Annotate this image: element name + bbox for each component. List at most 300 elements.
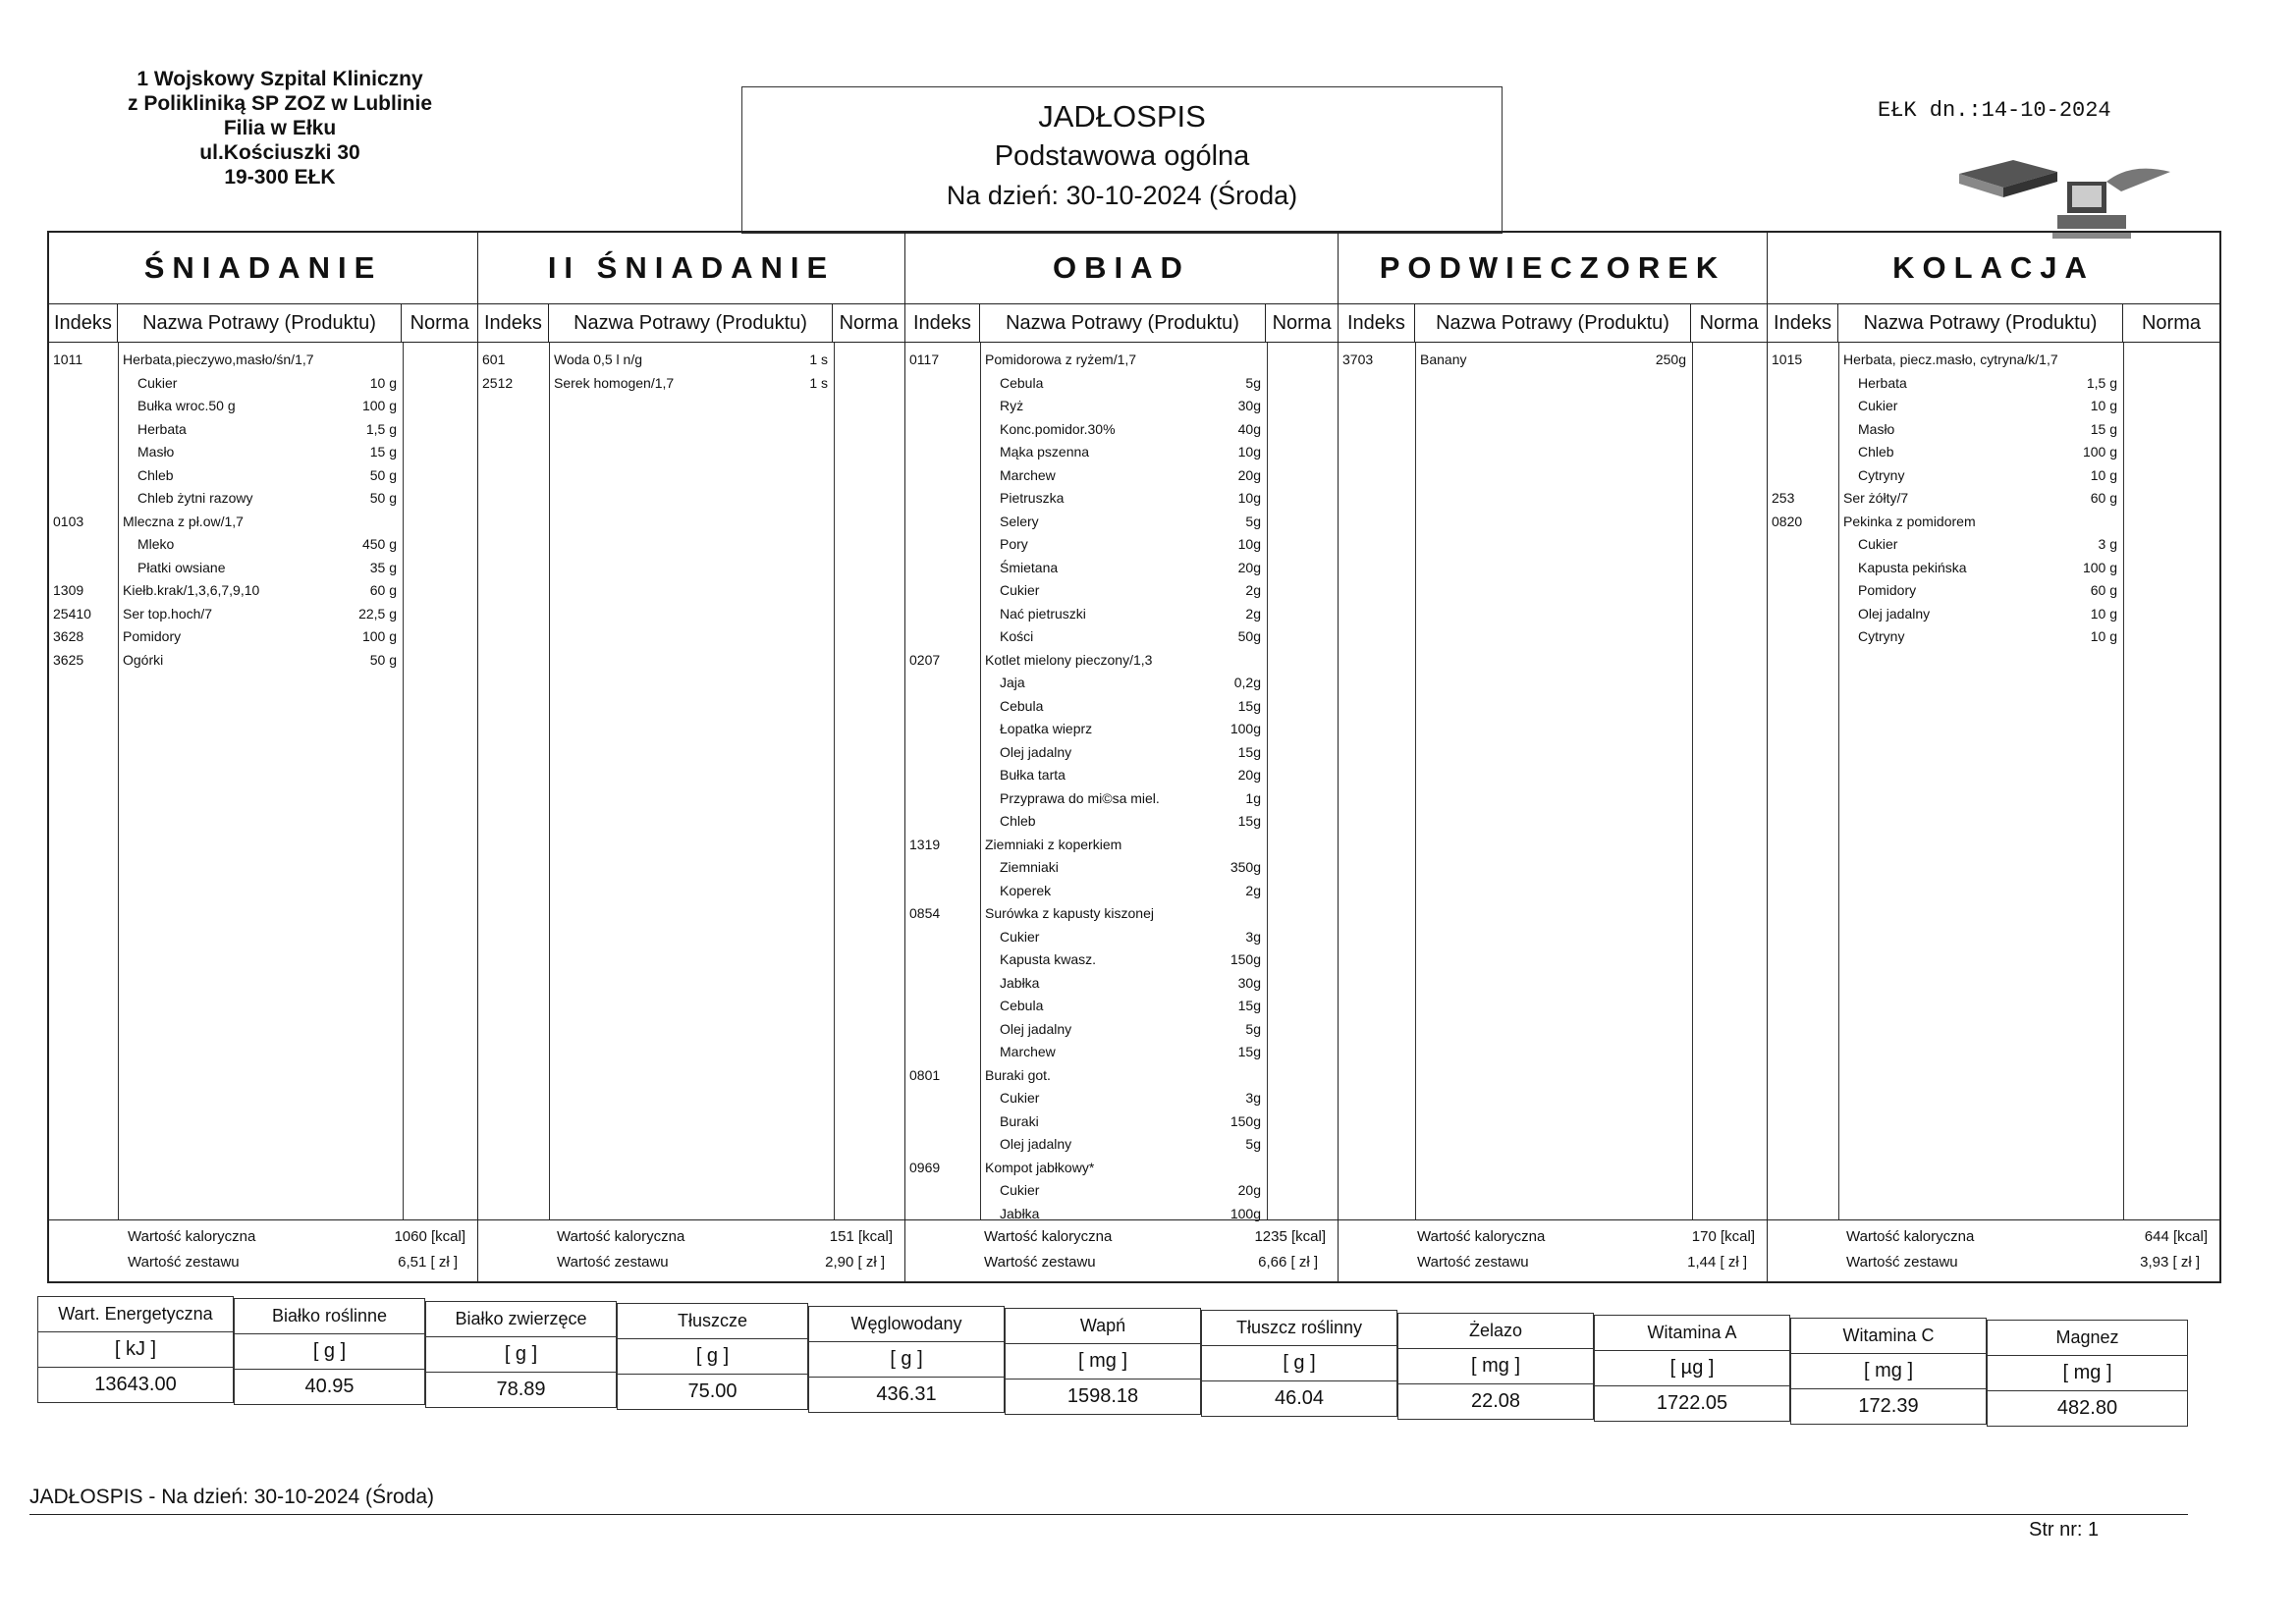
dish-row (49, 441, 477, 464)
dish-norm: 2g (1245, 882, 1261, 898)
ingredient-name: Cukier (1000, 928, 1040, 945)
nutrient-unit: [ g ] (426, 1337, 616, 1373)
kcal-label: Wartość kaloryczna (984, 1228, 1113, 1245)
dish-row (49, 464, 477, 488)
ingredient-name: Koperek (1000, 882, 1052, 898)
kcal-value: 1060 [kcal] (394, 1228, 465, 1245)
column-header-index: Indeks (1768, 304, 1838, 342)
menu-date: Na dzień: 30-10-2024 (Środa) (946, 181, 1298, 210)
dish-row (905, 672, 1338, 695)
nutrient-value: 172.39 (1858, 1394, 1919, 1417)
ingredient-name: Przyprawa do mi©sa miel. (1000, 789, 1160, 806)
dish-name: Kotlet mielony pieczony/1,3 (985, 651, 1153, 668)
dish-norm: 10 g (2090, 628, 2117, 644)
nutrient-value: 436.31 (876, 1382, 937, 1405)
nutrient-label: Białko roślinne (235, 1299, 424, 1334)
dish-norm: 22,5 g (358, 605, 397, 622)
ingredient-name: Chleb (1000, 813, 1036, 829)
dish-row (49, 625, 477, 649)
ingredient-name: Jabłka (1000, 1205, 1040, 1221)
meal-column (49, 233, 478, 1281)
ingredient-name: Herbata (137, 420, 187, 437)
footer-divider (29, 1514, 2188, 1515)
ingredient-name: Konc.pomidor.30% (1000, 420, 1116, 437)
ingredient-name: Cukier (1000, 1182, 1040, 1198)
nutrient-column (1397, 1313, 1594, 1420)
ingredient-name: Cukier (1858, 398, 1898, 413)
ingredient-name: Cebula (1000, 374, 1044, 391)
dish-row (905, 695, 1338, 719)
dish-index: 2512 (482, 374, 514, 391)
dish-index: 3625 (53, 651, 84, 668)
dish-norm: 50g (1237, 628, 1261, 644)
kcal-value: 644 [kcal] (2144, 1228, 2208, 1245)
dish-norm: 0,2g (1233, 675, 1261, 690)
nutrient-column (1594, 1315, 1790, 1422)
dish-norm: 100 g (361, 628, 397, 644)
nutrient-value: 46.04 (1274, 1387, 1325, 1410)
dish-row (1768, 579, 2219, 603)
kcal-label: Wartość kaloryczna (1846, 1228, 1975, 1245)
cost-value: 2,90 [ zł ] (825, 1254, 885, 1271)
dish-row (49, 395, 477, 418)
ingredient-name: Cukier (1858, 536, 1898, 552)
cost-label: Wartość zestawu (1846, 1254, 1958, 1271)
kcal-value: 151 [kcal] (829, 1228, 893, 1245)
meal-rows (49, 349, 477, 672)
ingredient-name: Olej jadalny (1000, 1020, 1072, 1037)
nutrient-value: 22.08 (1470, 1389, 1521, 1412)
column-header-norm: Norma (410, 311, 469, 334)
cost-value: 6,51 [ zł ] (398, 1254, 458, 1271)
dish-norm: 20g (1237, 1182, 1261, 1198)
nutrient-label: Żelazo (1398, 1314, 1593, 1349)
dish-row (1768, 349, 2219, 372)
dish-row (49, 557, 477, 580)
column-header-name: Nazwa Potrawy (Produktu) (549, 304, 833, 342)
dish-norm: 2g (1245, 605, 1261, 622)
meal-body (1768, 343, 2219, 1220)
dish-row (905, 1110, 1338, 1134)
column-header-index: Indeks (49, 304, 118, 342)
column-header-name: Nazwa Potrawy (Produktu) (1415, 304, 1691, 342)
dish-row (49, 579, 477, 603)
dish-row (905, 972, 1338, 996)
dish-norm: 350g (1230, 859, 1261, 875)
dish-norm: 250g (1655, 352, 1686, 367)
dish-row (1768, 441, 2219, 464)
dish-index: 0801 (909, 1066, 941, 1083)
meal-rows (1768, 349, 2219, 649)
dish-norm: 10g (1237, 444, 1261, 460)
dish-norm: 150g (1230, 1112, 1261, 1129)
dish-norm: 20g (1237, 767, 1261, 783)
dish-row (49, 511, 477, 534)
dish-norm: 10 g (2090, 398, 2117, 413)
cost-value: 3,93 [ zł ] (2140, 1254, 2200, 1271)
dish-norm: 15 g (2090, 420, 2117, 437)
title-box (741, 86, 1503, 234)
dish-norm: 5g (1245, 513, 1261, 529)
ingredient-name: Kapusta pekińska (1858, 559, 1967, 575)
column-header-row (905, 304, 1338, 343)
dish-norm: 450 g (361, 536, 397, 552)
nutrient-label: Tłuszcze (618, 1304, 807, 1339)
hospital-address (118, 67, 442, 189)
ingredient-name: Marchew (1000, 466, 1056, 483)
nutrient-unit: [ g ] (809, 1342, 1004, 1378)
dish-row (905, 533, 1338, 557)
dish-index: 0854 (909, 905, 941, 921)
dish-name: Herbata, piecz.masło, cytryna/k/1,7 (1843, 352, 2058, 367)
ingredient-name: Ryż (1000, 398, 1024, 413)
cost-value: 1,44 [ zł ] (1687, 1254, 1747, 1271)
nutrient-unit: [ kJ ] (38, 1332, 233, 1368)
nutrient-label: Wapń (1006, 1309, 1200, 1344)
dish-norm: 50 g (369, 490, 397, 506)
nutrient-unit: [ µg ] (1595, 1351, 1789, 1386)
dish-name: Ziemniaki z koperkiem (985, 836, 1122, 852)
nutrient-label: Tłuszcz roślinny (1202, 1311, 1396, 1346)
ingredient-name: Olej jadalny (1000, 743, 1072, 760)
meal-title: OBIAD (905, 233, 1338, 304)
ingredient-name: Selery (1000, 513, 1039, 529)
dish-row (1768, 487, 2219, 511)
dish-row (49, 349, 477, 372)
nutrient-value: 1598.18 (1066, 1385, 1139, 1407)
column-header-row (478, 304, 904, 343)
nutrient-column (617, 1303, 808, 1410)
nutrient-column (1987, 1320, 2188, 1427)
ingredient-name: Kapusta kwasz. (1000, 951, 1097, 967)
diet-name: Podstawowa ogólna (994, 140, 1250, 172)
kcal-value: 1235 [kcal] (1254, 1228, 1326, 1245)
dish-row (905, 1133, 1338, 1157)
column-divider (1692, 343, 1693, 1220)
dish-row (905, 649, 1338, 673)
meal-column (478, 233, 905, 1281)
dish-index: 601 (482, 352, 506, 367)
dish-norm: 1,5 g (2086, 374, 2117, 391)
nutrient-unit: [ mg ] (1006, 1344, 1200, 1380)
dish-norm: 5g (1245, 1020, 1261, 1037)
dish-norm: 1g (1245, 789, 1261, 806)
cost-label: Wartość zestawu (128, 1254, 240, 1271)
dish-name: Woda 0,5 l n/g (554, 352, 643, 367)
dish-index: 0969 (909, 1159, 941, 1175)
hospital-line: Filia w Ełku (223, 117, 337, 139)
dish-name: Surówka z kapusty kiszonej (985, 905, 1154, 921)
dish-name: Ser top.hoch/7 (123, 605, 213, 622)
dish-norm: 3g (1245, 1090, 1261, 1106)
dish-norm: 60 g (369, 582, 397, 598)
nutrient-column (1790, 1318, 1987, 1425)
nutrient-value: 78.89 (496, 1378, 546, 1400)
dish-row (905, 810, 1338, 834)
dish-norm: 5g (1245, 1136, 1261, 1152)
dish-row (1768, 557, 2219, 580)
cost-label: Wartość zestawu (1417, 1254, 1529, 1271)
column-header-row (1768, 304, 2219, 343)
nutrient-value: 75.00 (687, 1380, 738, 1403)
dish-name: Ser żółty/7 (1843, 490, 1909, 506)
dish-row (905, 764, 1338, 787)
nutrient-unit: [ g ] (1202, 1346, 1396, 1381)
ingredient-name: Chleb żytni razowy (137, 490, 253, 506)
column-header-name: Nazwa Potrawy (Produktu) (980, 304, 1266, 342)
ingredient-name: Cytryny (1858, 628, 1905, 644)
column-divider (834, 343, 835, 1220)
ingredient-name: Bułka tarta (1000, 767, 1066, 783)
dish-norm: 2g (1245, 582, 1261, 598)
nutrient-unit: [ mg ] (1791, 1354, 1986, 1389)
ingredient-name: Olej jadalny (1000, 1136, 1072, 1152)
dish-row (905, 856, 1338, 880)
meal-title: II ŚNIADANIE (478, 233, 904, 304)
dish-norm: 100 g (2082, 444, 2117, 460)
kcal-label: Wartość kaloryczna (1417, 1228, 1546, 1245)
ingredient-name: Cukier (1000, 1090, 1040, 1106)
dish-index: 0103 (53, 513, 84, 529)
dish-norm: 5g (1245, 374, 1261, 391)
dish-name: Kompot jabłkowy* (985, 1159, 1095, 1175)
ingredient-name: Cebula (1000, 998, 1044, 1013)
dish-norm: 50 g (369, 651, 397, 668)
ingredient-name: Pomidory (1858, 582, 1917, 598)
dish-row (905, 1018, 1338, 1042)
ingredient-name: Jaja (1000, 675, 1025, 690)
ingredient-name: Ziemniaki (1000, 859, 1059, 875)
column-header-index: Indeks (905, 304, 980, 342)
dish-row (905, 902, 1338, 926)
dish-row (905, 441, 1338, 464)
dish-row (905, 487, 1338, 511)
dish-norm: 60 g (2090, 490, 2117, 506)
dish-norm: 15g (1237, 1044, 1261, 1059)
dish-norm: 15 g (369, 444, 397, 460)
page-number: Str nr: 1 (2029, 1519, 2100, 1541)
document-title: JADŁOSPIS (1038, 99, 1206, 134)
column-header-index: Indeks (1339, 304, 1415, 342)
dish-row (1768, 603, 2219, 626)
meal-body (478, 343, 904, 1220)
ingredient-name: Płatki owsiane (137, 559, 226, 575)
ingredient-name: Śmietana (1000, 559, 1059, 575)
dish-row (905, 787, 1338, 811)
nutrient-label: Witamina A (1595, 1316, 1789, 1351)
meal-rows (478, 349, 904, 395)
dish-norm: 35 g (369, 559, 397, 575)
dish-row (1768, 533, 2219, 557)
meal-column (1768, 233, 2219, 1281)
dish-norm: 10 g (369, 374, 397, 391)
dish-row (905, 1041, 1338, 1064)
dish-norm: 1 s (809, 352, 828, 367)
ingredient-name: Chleb (1858, 444, 1894, 460)
nutrient-value: 40.95 (304, 1376, 355, 1398)
dish-norm: 20g (1237, 466, 1261, 483)
dish-row (49, 487, 477, 511)
dish-row (1768, 464, 2219, 488)
dish-row (1768, 511, 2219, 534)
column-header-norm: Norma (839, 311, 899, 334)
dish-index: 25410 (53, 605, 91, 622)
dish-row (478, 349, 904, 372)
ingredient-name: Chleb (137, 466, 174, 483)
dish-norm: 30g (1237, 974, 1261, 991)
dish-name: Pekinka z pomidorem (1843, 513, 1976, 529)
nutrient-unit: [ g ] (235, 1334, 424, 1370)
dish-norm: 40g (1237, 420, 1261, 437)
dish-norm: 3 g (2098, 536, 2117, 552)
nutrient-value: 482.80 (2056, 1397, 2118, 1419)
cost-label: Wartość zestawu (557, 1254, 669, 1271)
nutrient-unit: [ mg ] (1398, 1349, 1593, 1384)
column-header-name: Nazwa Potrawy (Produktu) (118, 304, 402, 342)
ingredient-name: Cebula (1000, 697, 1044, 714)
dish-name: Banany (1420, 352, 1467, 367)
hospital-line: 1 Wojskowy Szpital Kliniczny (137, 68, 423, 90)
dish-norm: 15g (1237, 998, 1261, 1013)
nutrient-column (234, 1298, 425, 1405)
kcal-value: 170 [kcal] (1691, 1228, 1755, 1245)
nutrient-value: 1722.05 (1656, 1392, 1728, 1415)
dish-norm: 1 s (809, 374, 828, 391)
dish-norm: 10 g (2090, 605, 2117, 622)
ingredient-name: Pietruszka (1000, 490, 1065, 506)
dish-index: 1319 (909, 836, 941, 852)
nutrient-value: 13643.00 (94, 1374, 177, 1395)
ingredient-name: Pory (1000, 536, 1028, 552)
meal-column (905, 233, 1339, 1281)
ingredient-name: Cukier (137, 374, 178, 391)
column-header-name: Nazwa Potrawy (Produktu) (1838, 304, 2123, 342)
dish-norm: 100g (1230, 721, 1261, 736)
dish-norm: 150g (1230, 951, 1261, 967)
dish-row (905, 1179, 1338, 1203)
dish-norm: 3g (1245, 928, 1261, 945)
ingredient-name: Masło (137, 444, 175, 460)
dish-row (905, 625, 1338, 649)
dish-norm: 100 g (2082, 559, 2117, 575)
nutrient-unit: [ mg ] (1988, 1356, 2187, 1391)
dish-name: Buraki got. (985, 1066, 1051, 1083)
dish-row (49, 649, 477, 673)
meal-summary (1339, 1219, 1767, 1281)
dish-norm: 20g (1237, 559, 1261, 575)
cost-label: Wartość zestawu (984, 1254, 1096, 1271)
nutrient-label: Węglowodany (809, 1307, 1004, 1342)
dish-name: Ogórki (123, 651, 164, 668)
nutrient-unit: [ g ] (618, 1339, 807, 1375)
dish-norm: 10g (1237, 536, 1261, 552)
nutrient-column (1005, 1308, 1201, 1415)
dish-norm: 50 g (369, 466, 397, 483)
nutrient-label: Magnez (1988, 1321, 2187, 1356)
column-header-row (1339, 304, 1767, 343)
dish-name: Serek homogen/1,7 (554, 374, 675, 391)
dish-norm: 30g (1237, 398, 1261, 413)
dish-norm: 100g (1230, 1205, 1261, 1221)
dish-index: 253 (1772, 490, 1795, 506)
dish-row (905, 995, 1338, 1018)
dish-row (905, 948, 1338, 972)
footer-text: JADŁOSPIS - Na dzień: 30-10-2024 (Środa) (29, 1486, 435, 1508)
dish-row (1768, 625, 2219, 649)
nutrient-label: Białko zwierzęce (426, 1302, 616, 1337)
dish-norm: 10g (1237, 490, 1261, 506)
dish-norm: 60 g (2090, 582, 2117, 598)
kcal-label: Wartość kaloryczna (557, 1228, 685, 1245)
meal-title: KOLACJA (1768, 233, 2219, 304)
ingredient-name: Cukier (1000, 582, 1040, 598)
dish-row (1768, 418, 2219, 442)
dish-row (905, 603, 1338, 626)
dish-row (905, 834, 1338, 857)
nutrient-label: Witamina C (1791, 1319, 1986, 1354)
column-header-norm: Norma (2141, 311, 2201, 334)
dish-row (905, 349, 1338, 372)
hospital-line: ul.Kościuszki 30 (199, 141, 360, 164)
nutrient-column (37, 1296, 234, 1403)
dish-row (905, 741, 1338, 765)
dish-index: 1015 (1772, 352, 1803, 367)
ingredient-name: Nać pietruszki (1000, 605, 1086, 622)
column-header-index: Indeks (478, 304, 549, 342)
meal-body (905, 343, 1338, 1220)
ingredient-name: Herbata (1858, 374, 1907, 391)
dish-row (1339, 349, 1767, 372)
ingredient-name: Łopatka wieprz (1000, 721, 1093, 736)
ingredient-name: Mąka pszenna (1000, 444, 1090, 460)
cost-value: 6,66 [ zł ] (1258, 1254, 1318, 1271)
meal-column (1339, 233, 1768, 1281)
dish-row (905, 718, 1338, 741)
column-header-norm: Norma (1272, 311, 1332, 334)
dish-row (905, 1157, 1338, 1180)
ingredient-name: Buraki (1000, 1112, 1039, 1129)
dish-name: Herbata,pieczywo,masło/śn/1,7 (123, 352, 314, 367)
dish-row (905, 1064, 1338, 1088)
dish-row (905, 511, 1338, 534)
dish-norm: 100 g (361, 398, 397, 413)
column-divider (1415, 343, 1416, 1220)
ingredient-name: Jabłka (1000, 974, 1040, 991)
meal-summary (49, 1219, 477, 1281)
ingredient-name: Marchew (1000, 1044, 1056, 1059)
meal-summary (1768, 1219, 2219, 1281)
nutrient-label: Wart. Energetyczna (38, 1297, 233, 1332)
nutrient-column (425, 1301, 617, 1408)
dish-row (905, 926, 1338, 949)
meal-body (49, 343, 477, 1220)
dish-row (1768, 372, 2219, 396)
dish-index: 3628 (53, 628, 84, 644)
dish-row (1768, 395, 2219, 418)
dish-name: Mleczna z pł.ow/1,7 (123, 513, 244, 529)
meal-summary (905, 1219, 1338, 1281)
dish-row (49, 533, 477, 557)
dish-row (905, 418, 1338, 442)
dish-index: 3703 (1342, 352, 1374, 367)
dish-row (478, 372, 904, 396)
dish-norm: 15g (1237, 813, 1261, 829)
dish-index: 1309 (53, 582, 84, 598)
dish-row (905, 1087, 1338, 1110)
meal-body (1339, 343, 1767, 1220)
dish-name: Pomidory (123, 628, 182, 644)
meal-rows (1339, 349, 1767, 372)
